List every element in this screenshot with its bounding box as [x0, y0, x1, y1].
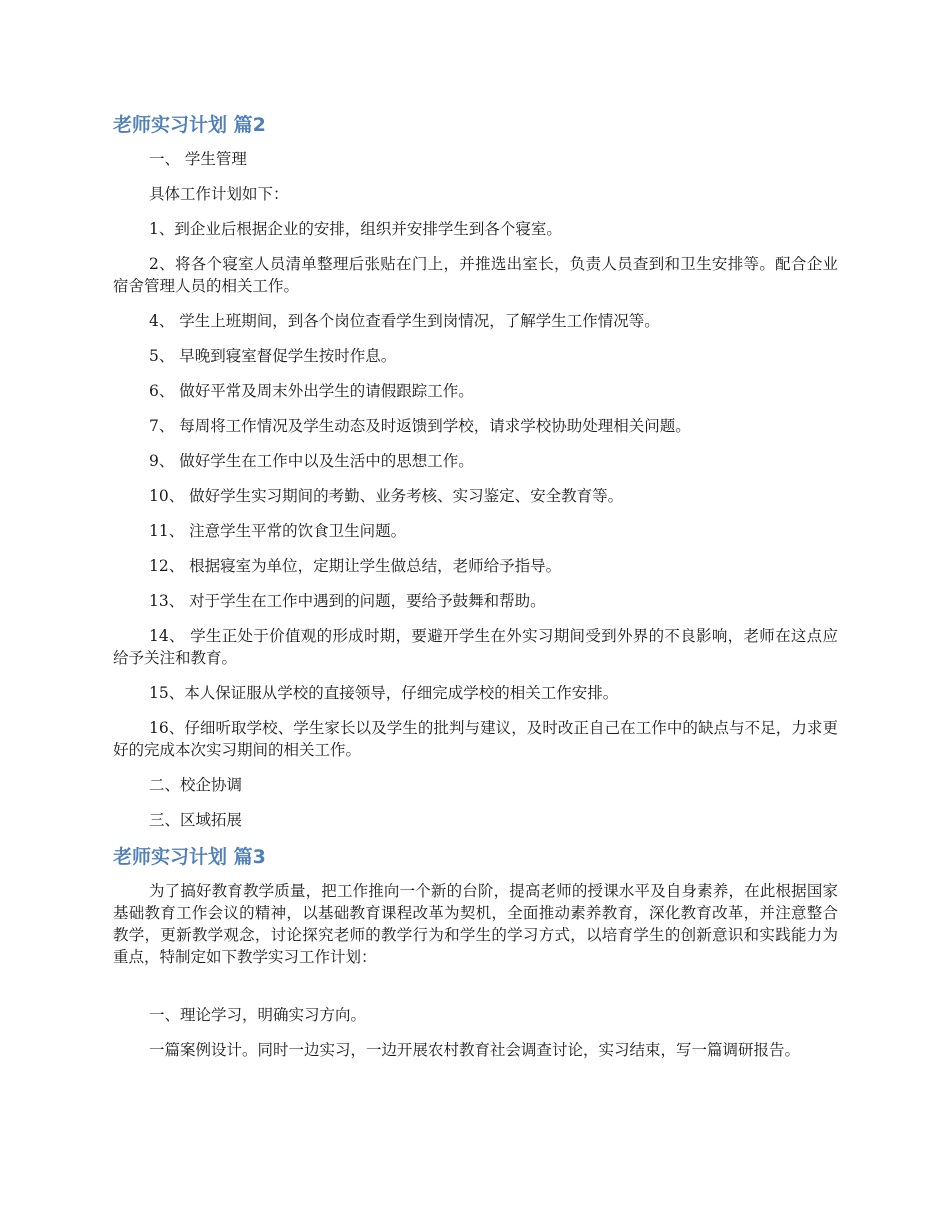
paragraph: 15、本人保证服从学校的直接领导，仔细完成学校的相关工作安排。	[149, 684, 619, 702]
paragraph: 12、 根据寝室为单位，定期让学生做总结，老师给予指导。	[149, 557, 562, 575]
paragraph: 为了搞好教育教学质量，把工作推向一个新的台阶，提高老师的授课水平及自身素养，在此根据国家基础教育工作会议的精神，以基础教育课程改革为契机，全面推动素养教育，深化教育改革，并注意整合教学，更新教学观念，讨论探究老师的教学行为和学生的学习方式，以培育学生的创新意识和实践能力为重点，特制定如下教学实习工作计划：	[113, 882, 838, 966]
section-heading-2: 老师实习计划 篇2	[113, 114, 266, 136]
paragraph: 14、 学生正处于价值观的形成时期，要避开学生在外实习期间受到外界的不良影响，老师在这点应给予关注和教育。	[113, 627, 838, 667]
paragraph: 7、 每周将工作情况及学生动态及时返馈到学校，请求学校协助处理相关问题。	[149, 417, 691, 435]
paragraph: 1、到企业后根据企业的安排，组织并安排学生到各个寝室。	[149, 220, 562, 238]
paragraph: 16、仔细听取学校、学生家长以及学生的批判与建议，及时改正自己在工作中的缺点与不足，力求更好的完成本次实习期间的相关工作。	[113, 719, 838, 759]
paragraph: 2、将各个寝室人员清单整理后张贴在门上，并推选出室长，负责人员查到和卫生安排等。配合企业宿舍管理人员的相关工作。	[113, 255, 838, 295]
paragraph: 10、 做好学生实习期间的考勤、业务考核、实习鉴定、安全教育等。	[149, 487, 624, 505]
paragraph: 具体工作计划如下：	[149, 185, 289, 203]
paragraph: 5、 早晚到寝室督促学生按时作息。	[149, 347, 397, 365]
paragraph: 13、 对于学生在工作中遇到的问题，要给予鼓舞和帮助。	[149, 592, 546, 610]
paragraph: 4、 学生上班期间，到各个岗位查看学生到岗情况，了解学生工作情况等。	[149, 312, 660, 330]
paragraph: 11、 注意学生平常的饮食卫生问题。	[149, 522, 407, 540]
paragraph: 二、校企协调	[149, 776, 243, 794]
paragraph: 9、 做好学生在工作中以及生活中的思想工作。	[149, 452, 474, 470]
paragraph: 三、区域拓展	[149, 811, 243, 829]
section-heading-3: 老师实习计划 篇3	[113, 846, 266, 868]
paragraph: 6、 做好平常及周末外出学生的请假跟踪工作。	[149, 382, 474, 400]
paragraph: 一、 学生管理	[149, 150, 247, 168]
document-body	[113, 112, 838, 1061]
paragraph: 一篇案例设计。同时一边实习，一边开展农村教育社会调查讨论，实习结束，写一篇调研报告。	[149, 1041, 801, 1059]
paragraph: 一、理论学习，明确实习方向。	[149, 1006, 367, 1024]
